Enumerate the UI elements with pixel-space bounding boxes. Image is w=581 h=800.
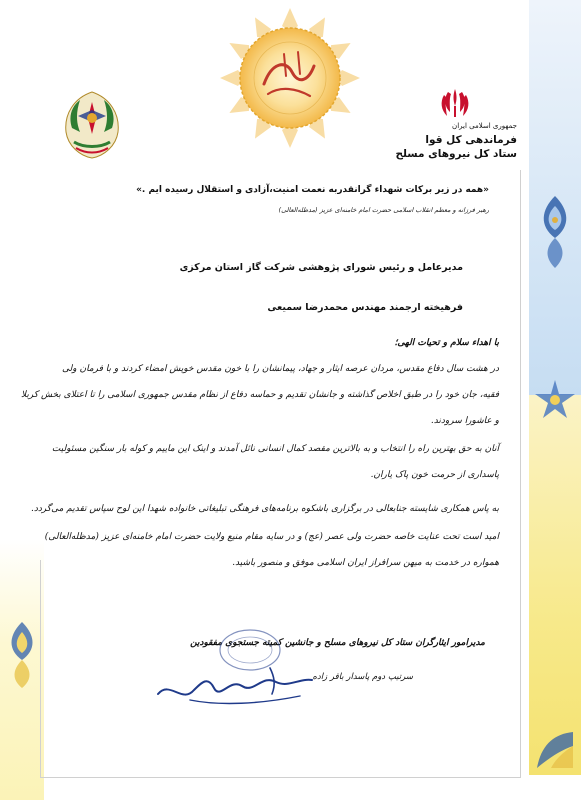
decorative-band-yellow <box>529 395 581 775</box>
frame-line-bottom <box>40 777 521 778</box>
calligraphy-medallion-icon <box>218 6 362 150</box>
letter-line: به پاس همکاری شایسته جنابعالی در برگزاری باشکوه برنامه‌های فرهنگی تبلیغاتی خانواده شهدا این لوح سپاس تقدیم می‌گردد. <box>30 504 499 514</box>
armed-forces-emblem-icon <box>58 88 126 160</box>
arabesque-ornament-left-icon <box>4 620 40 690</box>
motto-quote: «همه در زیر برکات شهداء گرانقدربه نعمت امنیت،آزادی و استقلال رسیده ایم .» <box>136 185 489 195</box>
arabesque-ornament-icon <box>535 192 575 272</box>
closing-title: مدیرامور ایثارگران ستاد کل نیروهای مسلح و جانشین کمیته جستجوی مفقودین <box>190 638 485 648</box>
letter-line: در هشت سال دفاع مقدس، مردان عرصه ایثار و جهاد، پیمانشان را با خون مقدس خویش امضاء کردند و با فرمان ولی <box>62 364 499 374</box>
header-organization <box>395 122 517 161</box>
letter-line: همواره در خدمت به میهن سرافراز ایران اسلامی موفق و منصور باشید. <box>232 558 499 568</box>
letter-line: فقیه، جان خود را در طبق اخلاص گذاشته و جانشان تقدیم و حماسه دفاع از نظام مقدس جمهوری اسلامی را تا اعتلای بخش کربلا <box>20 390 499 400</box>
letter-line: امید است تحت عنایت خاصه حضرت ولی عصر (عج) و در سایه مقام منیع ولایت حضرت امام خامنه‌ای عزیز (مدظله‌العالی) <box>44 532 499 542</box>
motto-attribution: رهبر فرزانه و معظم انقلاب اسلامی حضرت امام خامنه‌ای عزیز (مدظله‌العالی) <box>278 206 489 214</box>
letter-greeting: با اهداء سلام و تحیات الهی؛ <box>394 338 499 348</box>
letter-line: پاسداری از حرمت خون پاک یاران. <box>370 470 499 480</box>
recipient-name: فرهیخته ارجمند مهندس محمدرضا سمیعی <box>267 302 463 313</box>
letter-line: و عاشورا سرودند. <box>430 416 499 426</box>
org-name-line1: فرماندهی کل قوا <box>425 134 517 146</box>
recipient-title: مدیرعامل و رئیس شورای پژوهشی شرکت گاز استان مرکزی <box>179 262 463 273</box>
country-name: جمهوری اسلامی ایران <box>452 122 517 130</box>
handwritten-signature-icon <box>150 660 320 710</box>
star-ornament-icon <box>533 378 577 420</box>
iran-emblem-icon <box>438 86 472 120</box>
corner-ornament-icon <box>533 728 577 772</box>
frame-line-left <box>40 560 41 778</box>
frame-line-right <box>520 170 521 778</box>
org-name-line2: ستاد کل نیروهای مسلح <box>395 148 517 160</box>
letter-line: آنان به حق بهترین راه را انتخاب و به بالاترین مقصد کمال انسانی نائل آمدند و اینک این ماییم و کوله بار سنگین مسئولیت <box>51 444 499 454</box>
signer-name: سرتیپ دوم پاسدار باقر زاده <box>312 672 413 682</box>
